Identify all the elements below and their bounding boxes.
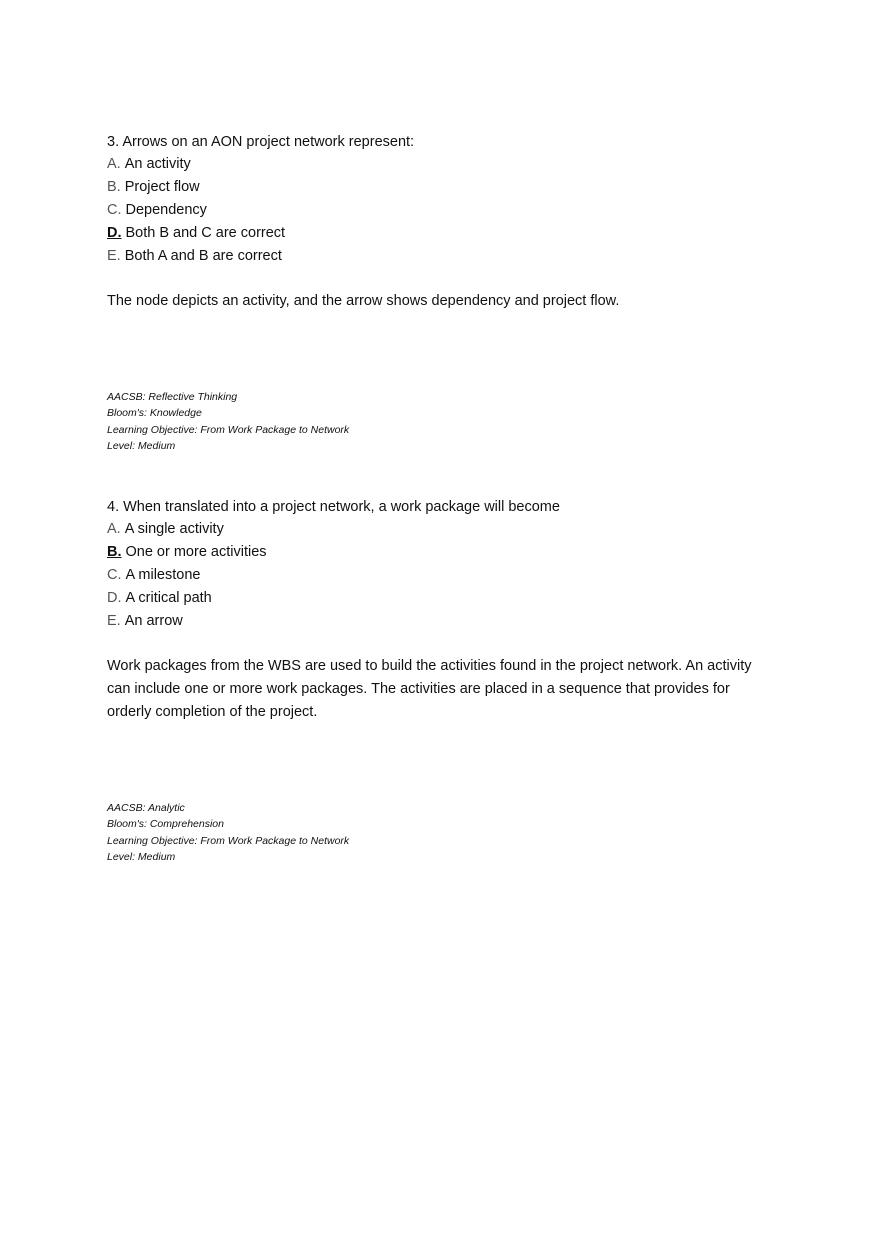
question-metadata — [107, 389, 507, 454]
option-letter: D. — [107, 590, 122, 606]
answer-option — [107, 153, 787, 176]
option-text: Dependency — [125, 202, 207, 218]
option-text: A critical path — [125, 590, 212, 606]
answer-option — [107, 199, 787, 222]
option-letter: E. — [107, 613, 121, 629]
option-letter: D. — [107, 225, 122, 241]
option-letter: A. — [107, 521, 121, 537]
answer-option-correct — [107, 541, 787, 564]
option-letter: C. — [107, 567, 122, 583]
option-text: One or more activities — [125, 544, 267, 560]
option-letter: C. — [107, 202, 122, 218]
answer-explanation: Work packages from the WBS are used to build the activities found in the project network. An activity can include one or more work packages. The activities are placed in a sequence that provides for orderly completion of the project. — [107, 658, 752, 720]
question-text: 3. Arrows on an AON project network represent: — [107, 134, 415, 150]
answer-option — [107, 518, 787, 541]
answer-options — [107, 153, 787, 268]
option-text: An activity — [124, 156, 191, 172]
answer-option — [107, 610, 787, 633]
option-text: Both B and C are correct — [125, 225, 286, 241]
meta-blooms: Bloom's: Knowledge — [107, 407, 202, 420]
answer-option — [107, 564, 787, 587]
option-text: Project flow — [124, 179, 200, 195]
question-metadata — [107, 800, 507, 865]
option-letter: A. — [107, 156, 121, 172]
option-text: An arrow — [124, 613, 183, 629]
option-letter: B. — [107, 179, 121, 195]
option-text: A single activity — [124, 521, 224, 537]
answer-option — [107, 587, 787, 610]
option-letter: E. — [107, 248, 121, 264]
meta-learning-objective: Learning Objective: From Work Package to Network — [107, 423, 350, 436]
option-text: A milestone — [125, 567, 201, 583]
meta-aacsb: AACSB: Reflective Thinking — [107, 391, 238, 403]
meta-level: Level: Medium — [107, 439, 176, 452]
answer-option — [107, 245, 787, 268]
meta-aacsb: AACSB: Analytic — [107, 802, 185, 814]
meta-blooms: Bloom's: Comprehension — [107, 818, 224, 831]
question-block — [107, 496, 787, 863]
option-text: Both A and B are correct — [124, 248, 282, 264]
meta-learning-objective: Learning Objective: From Work Package to Network — [107, 834, 350, 847]
meta-level: Level: Medium — [107, 850, 176, 863]
question-text: 4. When translated into a project network, a work package will become — [107, 499, 560, 515]
answer-option — [107, 176, 787, 199]
answer-option-correct — [107, 222, 787, 245]
answer-explanation: The node depicts an activity, and the arrow shows dependency and project flow. — [107, 293, 620, 309]
option-letter: B. — [107, 544, 122, 560]
answer-options — [107, 518, 787, 633]
question-block — [107, 131, 787, 452]
